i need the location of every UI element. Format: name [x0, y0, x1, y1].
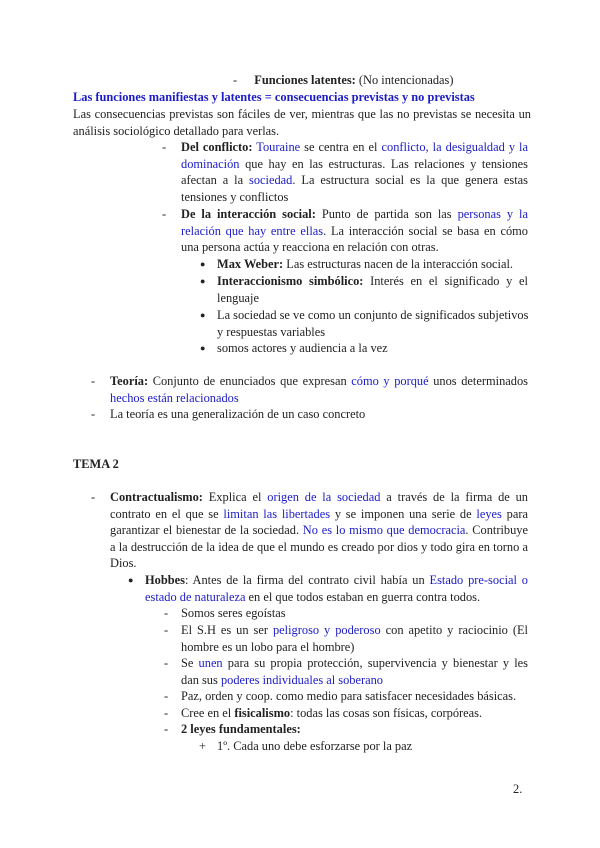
dash-marker: - [91, 490, 96, 504]
item-label: Funciones latentes: [254, 73, 356, 87]
highlight-text: No es lo mismo que democracia [302, 523, 466, 538]
dash-marker: - [91, 374, 96, 388]
plus-marker: + [199, 739, 206, 753]
highlight-text: peligroso y poderoso [272, 623, 381, 637]
bullet-marker: ● [200, 259, 206, 269]
highlight-text: conflicto, la desigualdad y la dominación [181, 140, 528, 171]
bold-term: fisicalismo [234, 706, 291, 720]
text-run: Conjunto de enunciados que expresan [148, 374, 352, 388]
list-item-leyes: 2 leyes fundamentales: [181, 722, 301, 736]
dash-marker: - [162, 207, 167, 221]
dash-marker: - [162, 140, 167, 154]
page-number: 2. [513, 782, 523, 796]
text-run: para garantizar el bienestar de la sociedad. [110, 506, 529, 538]
item-label: Interaccionismo simbólico: [217, 274, 364, 288]
item-label: Hobbes [145, 573, 185, 587]
list-item-peligroso [181, 622, 528, 655]
highlight-text: unen [198, 656, 223, 670]
list-item-paz-orden: Paz, orden y coop. como medio para satisfacer necesidades básicas. [181, 689, 517, 703]
highlight-text: Estado pre-social o estado de naturaleza [145, 573, 528, 604]
highlight-text: leyes [476, 506, 502, 521]
list-item-unen [181, 655, 528, 688]
text-run: Explica el [202, 490, 268, 504]
dash-marker: - [164, 706, 169, 720]
list-item-max-weber [217, 256, 528, 273]
list-item-funciones-latentes [233, 72, 533, 89]
dash-marker: - [164, 623, 169, 637]
highlight-text: limitan las libertades [223, 506, 331, 521]
list-item-hobbes [145, 572, 528, 605]
intro-paragraph: Las consecuencias previstas son fáciles de ver, mientras que las no previstas se necesita un análisis sociológico detallado para verlas. [73, 107, 531, 138]
text-run: . La estructura social es la que genera estas tensiones y conflictos [181, 173, 529, 204]
text-run: y se imponen una serie de [330, 506, 477, 521]
highlight-text: poderes individuales al soberano [220, 672, 384, 687]
item-text: somos actores y audiencia a la vez [217, 341, 388, 355]
dash-marker: - [164, 606, 169, 620]
item-text: Las estructuras nacen de la interacción social. [283, 257, 513, 271]
dash-marker: - [91, 407, 96, 421]
item-text: (No intencionadas) [355, 73, 454, 87]
list-item-actores [217, 340, 528, 357]
text-run: unos determinados [428, 374, 528, 388]
text-run: : Antes de la firma del contrato civil había un [184, 573, 430, 587]
list-item-conflicto [181, 139, 528, 205]
dash-marker: - [164, 689, 169, 703]
highlight-text: hechos están relacionados [110, 390, 239, 405]
text-run: para su propia protección, supervivencia y bienestar y les dan sus [181, 656, 528, 687]
list-item-interaccion [181, 206, 528, 256]
list-item-teoria-generalizacion: La teoría es una generalización de un caso concreto [110, 407, 366, 421]
text-run: a través de la firma de un contrato en el que se [110, 490, 528, 521]
item-label: De la interacción social: [181, 207, 316, 221]
text-run: que hay en las estructuras. Las relaciones y tensiones afectan a la [181, 156, 528, 188]
highlight-text: Touraine [256, 140, 301, 154]
list-item-teoria [110, 373, 528, 406]
text-run: . La interacción social se basa en cómo una persona actúa y reacciona en relación con otras. [181, 223, 528, 255]
list-item-ley-1: 1º. Cada uno debe esforzarse por la paz [217, 739, 413, 753]
bullet-marker: ● [200, 343, 206, 353]
highlight-text: sociedad [249, 173, 293, 188]
section-heading: Las funciones manifiestas y latentes = consecuencias previstas y no previstas [73, 90, 475, 104]
highlight-text: personas y la relación que hay entre ellas [181, 207, 528, 238]
highlight-text: origen de la sociedad [267, 490, 381, 504]
dash-marker: - [164, 656, 169, 670]
item-label: Max Weber: [217, 257, 284, 271]
item-label: Del conflicto: [181, 140, 253, 154]
item-text: La sociedad se ve como un conjunto de significados subjetivos y respuestas variables [217, 308, 529, 339]
text-run: Cree en el [181, 706, 235, 720]
bullet-marker: ● [128, 575, 134, 585]
dash-marker: - [233, 73, 238, 87]
list-item-fisicalismo [181, 705, 528, 722]
text-run: El S.H es un ser [181, 623, 273, 637]
text-run: con apetito y raciocinio (El hombre es un lobo para el hombre) [181, 623, 528, 654]
section-title: TEMA 2 [73, 457, 119, 471]
list-item-egoistas: Somos seres egoístas [181, 606, 286, 620]
highlight-text: cómo y porqué [351, 374, 429, 388]
list-item-interaccionismo [217, 273, 528, 306]
text-run: se centra en el [300, 140, 382, 154]
bullet-marker: ● [200, 310, 206, 320]
item-label: Teoría: [110, 374, 149, 388]
text-run: : todas las cosas son físicas, corpóreas. [290, 706, 483, 720]
item-label: Contractualismo: [110, 490, 203, 504]
text-run: en el que todos estaban en guerra contra todos. [245, 589, 481, 604]
list-item-contractualismo [110, 489, 528, 572]
text-run: Punto de partida son las [315, 207, 458, 221]
list-item-sociedad [217, 307, 532, 340]
item-text: Interés en el significado y el lenguaje [217, 274, 528, 305]
text-run: . Contribuye a la destrucción de la idea de que el mundo es creado por dios y todo gira en torno a Dios. [110, 523, 528, 571]
text-run: Se [181, 656, 199, 670]
bullet-marker: ● [200, 276, 206, 286]
dash-marker: - [164, 722, 169, 736]
